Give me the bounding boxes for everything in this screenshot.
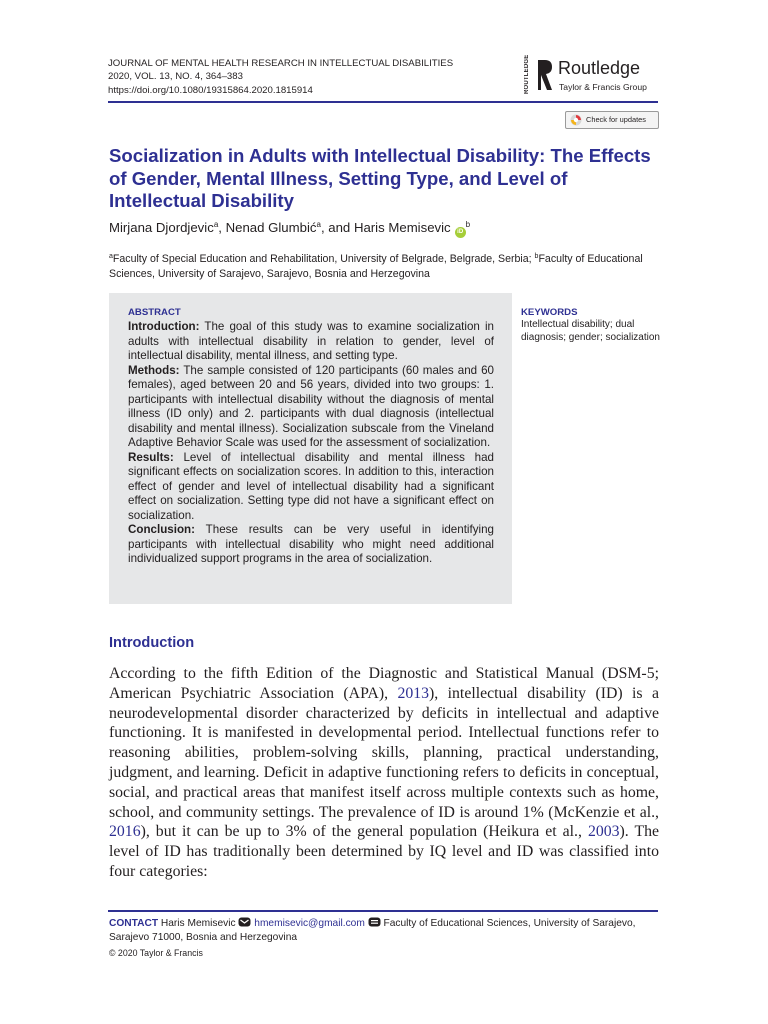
keywords-list: Intellectual disability; dual diagnosis; gender; socialization bbox=[521, 319, 660, 343]
check-for-updates-label: Check for updates bbox=[586, 115, 646, 124]
affiliation-text: Faculty of Educational Sciences, University of Sarajevo, Sarajevo, Bosnia and Herzegovina bbox=[109, 253, 643, 280]
abstract-conclusion bbox=[128, 523, 494, 567]
section-heading: Introduction bbox=[109, 635, 195, 651]
contact-address: Faculty of Educational Sciences, University of Sarajevo, Sarajevo 71000, Bosnia and Herzegovina bbox=[109, 918, 636, 943]
contact-email-link[interactable]: hmemisevic@gmail.com bbox=[254, 918, 365, 929]
author-name: Haris Memisevic bbox=[353, 220, 451, 235]
body-text: ). The level of ID has traditionally been determined by IQ level and ID was classified into four categories: bbox=[109, 823, 660, 880]
author-separator: , bbox=[218, 220, 226, 235]
affiliation-marker: b bbox=[465, 220, 471, 229]
abstract-results bbox=[128, 451, 494, 524]
citation-link[interactable]: 2016 bbox=[109, 823, 141, 841]
publisher-name: Routledge bbox=[558, 58, 641, 78]
publisher-vertical-text: ROUTLEDGE bbox=[524, 54, 530, 94]
abstract-introduction bbox=[128, 320, 494, 364]
abstract-body bbox=[128, 320, 494, 567]
affiliations bbox=[109, 249, 669, 282]
citation-link[interactable]: 2013 bbox=[397, 684, 430, 702]
author-name: Nenad Glumbić bbox=[225, 220, 317, 235]
journal-name: JOURNAL OF MENTAL HEALTH RESEARCH IN INTELLECTUAL DISABILITIES bbox=[108, 58, 454, 69]
body-text: ), intellectual disability (ID) is a neurodevelopmental disorder characterized by deficits in intellectual and adaptive functioning. It is manifested in developmental period. Intellectual functions refer to reasoning abilities, problem-solving skills, planning, practical understanding, judgment, and learning. Deficit in adaptive functioning refers to deficits in conceptual, social, and practical areas that manifest itself across multiple contexts such as home, school, and community settings. The prevalence of ID is around 1% (McKenzie et al., bbox=[109, 684, 659, 821]
affiliation-marker: a bbox=[316, 220, 321, 229]
article-title: Socialization in Adults with Intellectual Disability: The Effects of Gender, Mental Illness, Setting Type, and Level of Intellectual Disability bbox=[109, 145, 651, 211]
header-divider bbox=[108, 101, 658, 103]
abstract-label: Results: bbox=[128, 450, 174, 464]
abstract-text: Level of intellectual disability and mental illness had significant effects on socialization scores. In addition to this, interaction effect of gender and level of intellectual disability had a significant effect on socialization. Setting type did not have a significant effect on socialization. bbox=[128, 450, 494, 522]
orcid-icon[interactable]: iD bbox=[455, 227, 466, 238]
author-name: Mirjana Djordjevic bbox=[109, 220, 214, 235]
journal-header bbox=[108, 57, 453, 97]
abstract-label: Introduction: bbox=[128, 320, 200, 333]
doi-link[interactable]: https://doi.org/10.1080/19315864.2020.1815914 bbox=[108, 84, 313, 96]
address-icon bbox=[368, 917, 381, 927]
footer-divider bbox=[108, 910, 658, 912]
abstract-heading: ABSTRACT bbox=[128, 307, 181, 318]
abstract-methods bbox=[128, 364, 494, 451]
citation-link[interactable]: 2003 bbox=[587, 823, 620, 841]
introduction-paragraph bbox=[109, 664, 659, 882]
author-separator: , and bbox=[320, 220, 354, 235]
affiliation-text: Faculty of Special Education and Rehabilitation, University of Belgrade, Belgrade, Serbia; bbox=[112, 253, 535, 265]
crossmark-icon bbox=[570, 114, 582, 126]
abstract-text: The goal of this study was to examine socialization in adults with intellectual disability in relation to gender, level of intellectual disability, mental illness, and setting type. bbox=[128, 320, 494, 362]
publisher-group: Taylor & Francis Group bbox=[559, 82, 647, 92]
affiliation-marker: a bbox=[109, 253, 113, 260]
contact-label: CONTACT bbox=[109, 918, 159, 929]
abstract-label: Conclusion: bbox=[128, 523, 195, 536]
keywords-heading: KEYWORDS bbox=[521, 307, 578, 318]
abstract-text: The sample consisted of 120 participants (60 males and 60 females), aged between 20 and 56 years, divided into two groups: 1. participants with intellectual disability without the diagnosis of mental illness (ID only) and 2. participants with dual diagnosis (intellectual disability and mental illness). Socialization subscale from the Vineland Adaptive Behavior Scale was used for the assessment of socialization. bbox=[128, 363, 494, 449]
contact-name: Haris Memisevic bbox=[158, 918, 239, 929]
routledge-mark-icon bbox=[536, 58, 554, 92]
publisher-logo bbox=[524, 56, 660, 94]
email-icon bbox=[238, 917, 251, 927]
affiliation-marker: a bbox=[213, 220, 219, 229]
copyright-notice: © 2020 Taylor & Francis bbox=[109, 948, 203, 958]
contact-info bbox=[109, 917, 669, 944]
body-text: ), but it can be up to 3% of the general population (Heikura et al., bbox=[140, 823, 588, 841]
journal-volume: 2020, VOL. 13, NO. 4, 364–383 bbox=[108, 71, 243, 83]
check-for-updates-button[interactable] bbox=[565, 111, 659, 129]
body-text: According to the fifth Edition of the Diagnostic and Statistical Manual (DSM-5; American Psychiatric Association (APA), bbox=[109, 665, 659, 702]
abstract-label: Methods: bbox=[128, 363, 180, 377]
abstract-text: These results can be very useful in identifying participants with intellectual disability who might need additional individualized support programs in the area of socialization. bbox=[128, 523, 494, 565]
author-list bbox=[109, 220, 470, 238]
affiliation-marker: b bbox=[534, 253, 539, 260]
